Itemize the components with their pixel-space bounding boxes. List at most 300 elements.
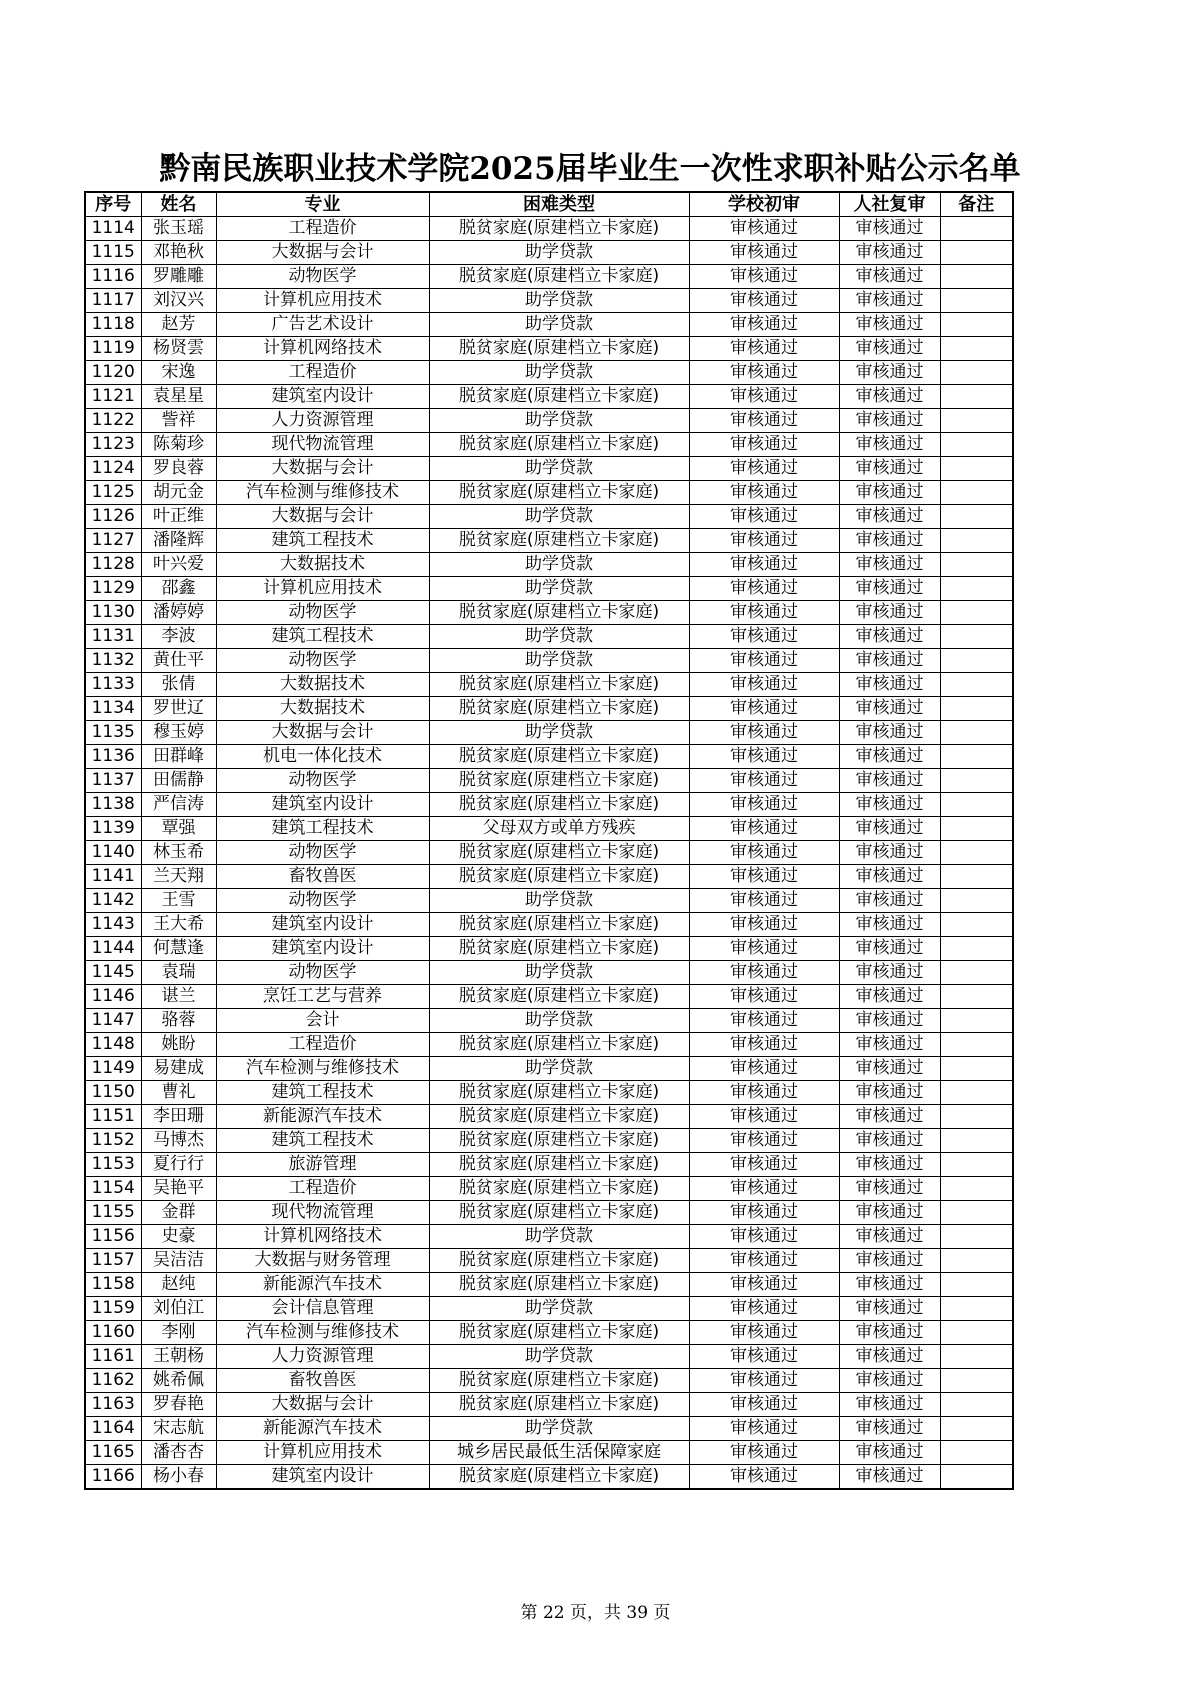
name-cell: 易建成 <box>141 1057 216 1081</box>
school-review-cell: 审核通过 <box>689 913 839 937</box>
table-row <box>85 769 1013 793</box>
remarks-cell <box>940 1441 1013 1465</box>
major-cell: 旅游管理 <box>216 1153 429 1177</box>
name-cell: 宋志航 <box>141 1417 216 1441</box>
table-row <box>85 1129 1013 1153</box>
index-cell: 1122 <box>85 409 141 433</box>
school-review-cell: 审核通过 <box>689 721 839 745</box>
index-cell: 1146 <box>85 985 141 1009</box>
index-cell: 1154 <box>85 1177 141 1201</box>
difficulty-type-cell: 助学贷款 <box>429 289 689 313</box>
remarks-cell <box>940 889 1013 913</box>
school-review-cell: 审核通过 <box>689 1249 839 1273</box>
name-cell: 吴艳平 <box>141 1177 216 1201</box>
index-cell: 1118 <box>85 313 141 337</box>
major-cell: 建筑室内设计 <box>216 385 429 409</box>
index-cell: 1158 <box>85 1273 141 1297</box>
table-row <box>85 673 1013 697</box>
index-cell: 1153 <box>85 1153 141 1177</box>
major-cell: 工程造价 <box>216 217 429 241</box>
remarks-cell <box>940 433 1013 457</box>
table-row <box>85 1105 1013 1129</box>
remarks-cell <box>940 913 1013 937</box>
name-cell: 覃强 <box>141 817 216 841</box>
index-cell: 1150 <box>85 1081 141 1105</box>
remarks-cell <box>940 937 1013 961</box>
difficulty-type-cell: 助学贷款 <box>429 625 689 649</box>
school-review-cell: 审核通过 <box>689 265 839 289</box>
hr-review-cell: 审核通过 <box>839 985 940 1009</box>
hr-review-cell: 审核通过 <box>839 745 940 769</box>
school-review-cell: 审核通过 <box>689 649 839 673</box>
hr-review-cell: 审核通过 <box>839 601 940 625</box>
table-row <box>85 721 1013 745</box>
header-row <box>85 192 1013 217</box>
school-review-cell: 审核通过 <box>689 529 839 553</box>
table-row <box>85 889 1013 913</box>
school-review-cell: 审核通过 <box>689 361 839 385</box>
name-cell: 王雪 <box>141 889 216 913</box>
name-cell: 罗春艳 <box>141 1393 216 1417</box>
major-cell: 动物医学 <box>216 961 429 985</box>
major-cell: 计算机应用技术 <box>216 289 429 313</box>
remarks-cell <box>940 1033 1013 1057</box>
school-review-cell: 审核通过 <box>689 697 839 721</box>
remarks-cell <box>940 577 1013 601</box>
hr-review-cell: 审核通过 <box>839 553 940 577</box>
remarks-cell <box>940 1105 1013 1129</box>
hr-review-cell: 审核通过 <box>839 1105 940 1129</box>
hr-review-cell: 审核通过 <box>839 313 940 337</box>
major-cell: 人力资源管理 <box>216 1345 429 1369</box>
difficulty-type-cell: 脱贫家庭(原建档立卡家庭) <box>429 1369 689 1393</box>
difficulty-type-cell: 助学贷款 <box>429 1417 689 1441</box>
difficulty-type-cell: 脱贫家庭(原建档立卡家庭) <box>429 1033 689 1057</box>
major-cell: 畜牧兽医 <box>216 1369 429 1393</box>
hr-review-cell: 审核通过 <box>839 385 940 409</box>
table-row <box>85 745 1013 769</box>
school-review-cell: 审核通过 <box>689 769 839 793</box>
name-cell: 田群峰 <box>141 745 216 769</box>
school-review-cell: 审核通过 <box>689 1321 839 1345</box>
school-review-cell: 审核通过 <box>689 385 839 409</box>
school-review-cell: 审核通过 <box>689 1345 839 1369</box>
table-row <box>85 337 1013 361</box>
difficulty-type-cell: 脱贫家庭(原建档立卡家庭) <box>429 1273 689 1297</box>
index-cell: 1115 <box>85 241 141 265</box>
school-review-cell: 审核通过 <box>689 1081 839 1105</box>
name-cell: 兰天翔 <box>141 865 216 889</box>
index-cell: 1164 <box>85 1417 141 1441</box>
table-row <box>85 1417 1013 1441</box>
difficulty-type-cell: 助学贷款 <box>429 649 689 673</box>
hr-review-cell: 审核通过 <box>839 1225 940 1249</box>
major-cell: 建筑工程技术 <box>216 625 429 649</box>
hr-review-cell: 审核通过 <box>839 577 940 601</box>
index-cell: 1148 <box>85 1033 141 1057</box>
hr-review-cell: 审核通过 <box>839 1441 940 1465</box>
index-cell: 1121 <box>85 385 141 409</box>
difficulty-type-cell: 脱贫家庭(原建档立卡家庭) <box>429 1081 689 1105</box>
table-row <box>85 1465 1013 1490</box>
major-cell: 计算机网络技术 <box>216 1225 429 1249</box>
name-cell: 王朝杨 <box>141 1345 216 1369</box>
remarks-cell <box>940 841 1013 865</box>
index-cell: 1128 <box>85 553 141 577</box>
index-cell: 1140 <box>85 841 141 865</box>
school-review-cell: 审核通过 <box>689 1441 839 1465</box>
remarks-cell <box>940 721 1013 745</box>
hr-review-cell: 审核通过 <box>839 1033 940 1057</box>
hr-review-cell: 审核通过 <box>839 1393 940 1417</box>
header-name: 姓名 <box>141 192 216 217</box>
hr-review-cell: 审核通过 <box>839 1129 940 1153</box>
school-review-cell: 审核通过 <box>689 457 839 481</box>
school-review-cell: 审核通过 <box>689 961 839 985</box>
index-cell: 1166 <box>85 1465 141 1490</box>
remarks-cell <box>940 985 1013 1009</box>
hr-review-cell: 审核通过 <box>839 673 940 697</box>
major-cell: 动物医学 <box>216 601 429 625</box>
table-row <box>85 457 1013 481</box>
index-cell: 1114 <box>85 217 141 241</box>
name-cell: 潘隆辉 <box>141 529 216 553</box>
major-cell: 新能源汽车技术 <box>216 1105 429 1129</box>
hr-review-cell: 审核通过 <box>839 1153 940 1177</box>
hr-review-cell: 审核通过 <box>839 1009 940 1033</box>
hr-review-cell: 审核通过 <box>839 1369 940 1393</box>
name-cell: 田儒静 <box>141 769 216 793</box>
remarks-cell <box>940 769 1013 793</box>
difficulty-type-cell: 助学贷款 <box>429 577 689 601</box>
hr-review-cell: 审核通过 <box>839 481 940 505</box>
difficulty-type-cell: 脱贫家庭(原建档立卡家庭) <box>429 865 689 889</box>
remarks-cell <box>940 1273 1013 1297</box>
name-cell: 穆玉婷 <box>141 721 216 745</box>
difficulty-type-cell: 脱贫家庭(原建档立卡家庭) <box>429 913 689 937</box>
hr-review-cell: 审核通过 <box>839 649 940 673</box>
hr-review-cell: 审核通过 <box>839 433 940 457</box>
hr-review-cell: 审核通过 <box>839 1297 940 1321</box>
table-row <box>85 481 1013 505</box>
index-cell: 1156 <box>85 1225 141 1249</box>
name-cell: 赵纯 <box>141 1273 216 1297</box>
school-review-cell: 审核通过 <box>689 889 839 913</box>
name-cell: 訾祥 <box>141 409 216 433</box>
remarks-cell <box>940 241 1013 265</box>
index-cell: 1152 <box>85 1129 141 1153</box>
remarks-cell <box>940 745 1013 769</box>
index-cell: 1135 <box>85 721 141 745</box>
difficulty-type-cell: 助学贷款 <box>429 1225 689 1249</box>
major-cell: 计算机网络技术 <box>216 337 429 361</box>
difficulty-type-cell: 助学贷款 <box>429 313 689 337</box>
major-cell: 大数据技术 <box>216 673 429 697</box>
difficulty-type-cell: 脱贫家庭(原建档立卡家庭) <box>429 1153 689 1177</box>
difficulty-type-cell: 脱贫家庭(原建档立卡家庭) <box>429 1393 689 1417</box>
table-row <box>85 1321 1013 1345</box>
hr-review-cell: 审核通过 <box>839 793 940 817</box>
table-row <box>85 913 1013 937</box>
index-cell: 1160 <box>85 1321 141 1345</box>
hr-review-cell: 审核通过 <box>839 361 940 385</box>
school-review-cell: 审核通过 <box>689 1057 839 1081</box>
table-row <box>85 313 1013 337</box>
hr-review-cell: 审核通过 <box>839 457 940 481</box>
school-review-cell: 审核通过 <box>689 817 839 841</box>
hr-review-cell: 审核通过 <box>839 865 940 889</box>
major-cell: 工程造价 <box>216 1177 429 1201</box>
major-cell: 会计 <box>216 1009 429 1033</box>
difficulty-type-cell: 助学贷款 <box>429 505 689 529</box>
hr-review-cell: 审核通过 <box>839 1417 940 1441</box>
hr-review-cell: 审核通过 <box>839 1201 940 1225</box>
name-cell: 邓艳秋 <box>141 241 216 265</box>
remarks-cell <box>940 409 1013 433</box>
school-review-cell: 审核通过 <box>689 1465 839 1490</box>
difficulty-type-cell: 助学贷款 <box>429 457 689 481</box>
table-row <box>85 1345 1013 1369</box>
name-cell: 张玉瑶 <box>141 217 216 241</box>
name-cell: 马博杰 <box>141 1129 216 1153</box>
index-cell: 1149 <box>85 1057 141 1081</box>
major-cell: 大数据技术 <box>216 697 429 721</box>
name-cell: 骆蓉 <box>141 1009 216 1033</box>
difficulty-type-cell: 脱贫家庭(原建档立卡家庭) <box>429 1465 689 1490</box>
table-row <box>85 1009 1013 1033</box>
school-review-cell: 审核通过 <box>689 505 839 529</box>
table-row <box>85 577 1013 601</box>
name-cell: 宋逸 <box>141 361 216 385</box>
table-row <box>85 1033 1013 1057</box>
table-row <box>85 1441 1013 1465</box>
index-cell: 1144 <box>85 937 141 961</box>
hr-review-cell: 审核通过 <box>839 1345 940 1369</box>
index-cell: 1155 <box>85 1201 141 1225</box>
index-cell: 1129 <box>85 577 141 601</box>
name-cell: 吴洁洁 <box>141 1249 216 1273</box>
hr-review-cell: 审核通过 <box>839 697 940 721</box>
major-cell: 现代物流管理 <box>216 433 429 457</box>
difficulty-type-cell: 脱贫家庭(原建档立卡家庭) <box>429 529 689 553</box>
school-review-cell: 审核通过 <box>689 1009 839 1033</box>
table-row <box>85 649 1013 673</box>
major-cell: 建筑室内设计 <box>216 937 429 961</box>
hr-review-cell: 审核通过 <box>839 265 940 289</box>
index-cell: 1138 <box>85 793 141 817</box>
difficulty-type-cell: 城乡居民最低生活保障家庭 <box>429 1441 689 1465</box>
major-cell: 畜牧兽医 <box>216 865 429 889</box>
school-review-cell: 审核通过 <box>689 1297 839 1321</box>
major-cell: 新能源汽车技术 <box>216 1417 429 1441</box>
school-review-cell: 审核通过 <box>689 1129 839 1153</box>
remarks-cell <box>940 1225 1013 1249</box>
name-cell: 潘杏杏 <box>141 1441 216 1465</box>
index-cell: 1127 <box>85 529 141 553</box>
table-row <box>85 1057 1013 1081</box>
school-review-cell: 审核通过 <box>689 337 839 361</box>
name-cell: 罗世辽 <box>141 697 216 721</box>
remarks-cell <box>940 1297 1013 1321</box>
major-cell: 大数据与会计 <box>216 721 429 745</box>
header-hr-review: 人社复审 <box>839 192 940 217</box>
remarks-cell <box>940 289 1013 313</box>
school-review-cell: 审核通过 <box>689 481 839 505</box>
difficulty-type-cell: 助学贷款 <box>429 721 689 745</box>
table-row <box>85 625 1013 649</box>
major-cell: 建筑工程技术 <box>216 529 429 553</box>
page-footer: 第 22 页，共 39 页 <box>520 1603 671 1623</box>
school-review-cell: 审核通过 <box>689 1417 839 1441</box>
difficulty-type-cell: 脱贫家庭(原建档立卡家庭) <box>429 1177 689 1201</box>
index-cell: 1142 <box>85 889 141 913</box>
name-cell: 严信涛 <box>141 793 216 817</box>
remarks-cell <box>940 673 1013 697</box>
remarks-cell <box>940 1177 1013 1201</box>
index-cell: 1119 <box>85 337 141 361</box>
difficulty-type-cell: 脱贫家庭(原建档立卡家庭) <box>429 673 689 697</box>
school-review-cell: 审核通过 <box>689 1393 839 1417</box>
remarks-cell <box>940 1081 1013 1105</box>
index-cell: 1133 <box>85 673 141 697</box>
table-row <box>85 865 1013 889</box>
name-cell: 陈菊珍 <box>141 433 216 457</box>
major-cell: 大数据技术 <box>216 553 429 577</box>
difficulty-type-cell: 脱贫家庭(原建档立卡家庭) <box>429 337 689 361</box>
remarks-cell <box>940 1153 1013 1177</box>
name-cell: 杨小春 <box>141 1465 216 1490</box>
table-row <box>85 1153 1013 1177</box>
roster-table <box>84 191 1014 1490</box>
hr-review-cell: 审核通过 <box>839 409 940 433</box>
difficulty-type-cell: 脱贫家庭(原建档立卡家庭) <box>429 601 689 625</box>
hr-review-cell: 审核通过 <box>839 289 940 313</box>
remarks-cell <box>940 865 1013 889</box>
hr-review-cell: 审核通过 <box>839 841 940 865</box>
name-cell: 袁瑞 <box>141 961 216 985</box>
hr-review-cell: 审核通过 <box>839 721 940 745</box>
index-cell: 1163 <box>85 1393 141 1417</box>
index-cell: 1124 <box>85 457 141 481</box>
index-cell: 1139 <box>85 817 141 841</box>
remarks-cell <box>940 457 1013 481</box>
school-review-cell: 审核通过 <box>689 601 839 625</box>
major-cell: 建筑工程技术 <box>216 817 429 841</box>
major-cell: 现代物流管理 <box>216 1201 429 1225</box>
hr-review-cell: 审核通过 <box>839 817 940 841</box>
remarks-cell <box>940 1057 1013 1081</box>
table-row <box>85 985 1013 1009</box>
school-review-cell: 审核通过 <box>689 841 839 865</box>
name-cell: 叶正维 <box>141 505 216 529</box>
index-cell: 1131 <box>85 625 141 649</box>
table-row <box>85 505 1013 529</box>
major-cell: 大数据与会计 <box>216 457 429 481</box>
difficulty-type-cell: 脱贫家庭(原建档立卡家庭) <box>429 841 689 865</box>
difficulty-type-cell: 脱贫家庭(原建档立卡家庭) <box>429 1201 689 1225</box>
remarks-cell <box>940 529 1013 553</box>
index-cell: 1130 <box>85 601 141 625</box>
header-major: 专业 <box>216 192 429 217</box>
school-review-cell: 审核通过 <box>689 1201 839 1225</box>
table-row <box>85 433 1013 457</box>
school-review-cell: 审核通过 <box>689 793 839 817</box>
name-cell: 王大希 <box>141 913 216 937</box>
index-cell: 1145 <box>85 961 141 985</box>
school-review-cell: 审核通过 <box>689 433 839 457</box>
name-cell: 李田珊 <box>141 1105 216 1129</box>
remarks-cell <box>940 481 1013 505</box>
school-review-cell: 审核通过 <box>689 1033 839 1057</box>
major-cell: 工程造价 <box>216 1033 429 1057</box>
hr-review-cell: 审核通过 <box>839 769 940 793</box>
name-cell: 胡元金 <box>141 481 216 505</box>
remarks-cell <box>940 1201 1013 1225</box>
table-row <box>85 1177 1013 1201</box>
hr-review-cell: 审核通过 <box>839 937 940 961</box>
header-remarks: 备注 <box>940 192 1013 217</box>
index-cell: 1159 <box>85 1297 141 1321</box>
hr-review-cell: 审核通过 <box>839 961 940 985</box>
name-cell: 刘伯江 <box>141 1297 216 1321</box>
index-cell: 1125 <box>85 481 141 505</box>
name-cell: 何慧逢 <box>141 937 216 961</box>
major-cell: 大数据与会计 <box>216 1393 429 1417</box>
major-cell: 人力资源管理 <box>216 409 429 433</box>
major-cell: 新能源汽车技术 <box>216 1273 429 1297</box>
difficulty-type-cell: 父母双方或单方残疾 <box>429 817 689 841</box>
table-row <box>85 961 1013 985</box>
difficulty-type-cell: 助学贷款 <box>429 553 689 577</box>
major-cell: 建筑室内设计 <box>216 913 429 937</box>
major-cell: 动物医学 <box>216 769 429 793</box>
name-cell: 曹礼 <box>141 1081 216 1105</box>
school-review-cell: 审核通过 <box>689 985 839 1009</box>
name-cell: 史豪 <box>141 1225 216 1249</box>
major-cell: 汽车检测与维修技术 <box>216 1057 429 1081</box>
remarks-cell <box>940 385 1013 409</box>
major-cell: 建筑工程技术 <box>216 1081 429 1105</box>
difficulty-type-cell: 脱贫家庭(原建档立卡家庭) <box>429 793 689 817</box>
index-cell: 1141 <box>85 865 141 889</box>
major-cell: 广告艺术设计 <box>216 313 429 337</box>
remarks-cell <box>940 553 1013 577</box>
hr-review-cell: 审核通过 <box>839 889 940 913</box>
remarks-cell <box>940 361 1013 385</box>
name-cell: 潘婷婷 <box>141 601 216 625</box>
remarks-cell <box>940 1417 1013 1441</box>
table-row <box>85 1369 1013 1393</box>
name-cell: 林玉希 <box>141 841 216 865</box>
name-cell: 罗雕雕 <box>141 265 216 289</box>
major-cell: 建筑工程技术 <box>216 1129 429 1153</box>
school-review-cell: 审核通过 <box>689 217 839 241</box>
difficulty-type-cell: 脱贫家庭(原建档立卡家庭) <box>429 745 689 769</box>
name-cell: 刘汉兴 <box>141 289 216 313</box>
hr-review-cell: 审核通过 <box>839 1321 940 1345</box>
header-index: 序号 <box>85 192 141 217</box>
table-row <box>85 937 1013 961</box>
school-review-cell: 审核通过 <box>689 409 839 433</box>
table-row <box>85 1273 1013 1297</box>
page-title: 黔南民族职业技术学院2025届毕业生一次性求职补贴公示名单 <box>159 151 1021 187</box>
remarks-cell <box>940 601 1013 625</box>
index-cell: 1162 <box>85 1369 141 1393</box>
table-row <box>85 265 1013 289</box>
school-review-cell: 审核通过 <box>689 1105 839 1129</box>
difficulty-type-cell: 脱贫家庭(原建档立卡家庭) <box>429 1249 689 1273</box>
name-cell: 邵鑫 <box>141 577 216 601</box>
